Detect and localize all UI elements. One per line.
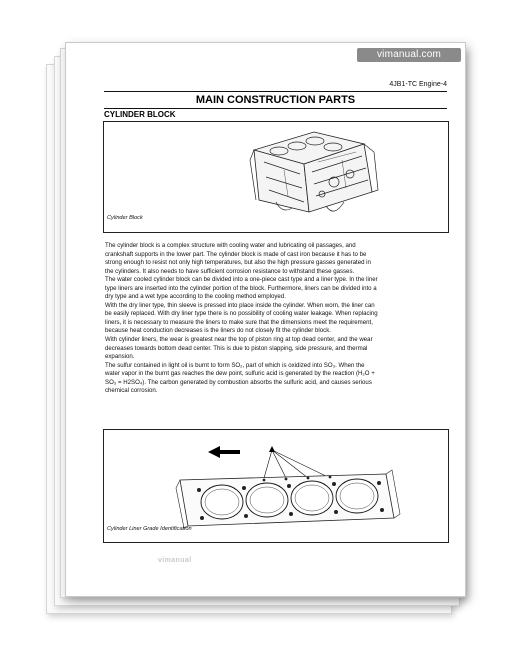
body-line: decreases towards bottom dead center. This is due to piston slapping, side pressure, and thermal xyxy=(105,344,368,352)
body-line: The water cooled cylinder block can be divided into a one-piece cast type and a liner type. In the liner xyxy=(105,276,378,284)
figure-caption-liner: Cylinder Liner Grade Identification xyxy=(107,526,192,532)
engine-block-illustration xyxy=(104,122,448,232)
body-line: expansion. xyxy=(105,353,135,361)
body-line: type liners are inserted into the cylinder portion of the block. Furthermore, liners can be divided into a xyxy=(105,284,377,292)
arrow-left-icon xyxy=(208,446,240,458)
figure-caption-block: Cylinder Block xyxy=(107,215,143,221)
body-line: water vapor in the burnt gas reaches the dew point, sulfuric acid is generated by the reaction (H₂O + xyxy=(105,370,375,378)
body-line: strong enough to resist not only high temperatures, but also the high pressure gasses generated in xyxy=(105,259,371,267)
cylinder-block-figure xyxy=(103,121,449,233)
body-text xyxy=(105,242,447,396)
body-line: SO₃ = H2SO₄). The carbon generated by combustion absorbs the sulfuric acid, and causes serious xyxy=(105,378,372,386)
title-rule-top xyxy=(104,91,447,92)
body-line: be easily replaced. With dry liner type there is no possibility of cooling water leakage. When replacing xyxy=(105,310,378,318)
body-line: dry type and a wet type according to the cooling method employed. xyxy=(105,293,286,301)
watermark-top: vimanual.com xyxy=(357,48,461,62)
body-line: the cylinders. It also needs to have sufficient corrosion resistance to withstand these gasses. xyxy=(105,267,355,275)
body-line: chemical corrosion. xyxy=(105,387,158,395)
body-line: because heat conduction decreases is the liners do not closely fit the cylinder block. xyxy=(105,327,331,335)
body-line: crankshaft supports in the lower part. The cylinder block is made of cast iron because it has to be xyxy=(105,250,367,258)
page-curl xyxy=(450,540,466,597)
body-line: With the dry liner type, thin sleeve is pressed into place inside the cylinder. When worn, the liner can xyxy=(105,301,375,309)
title-rule-bottom xyxy=(104,108,447,109)
body-line: The cylinder block is a complex structure with cooling water and lubricating oil passages, and xyxy=(105,242,356,249)
page-header-ref: 4JB1-TC Engine-4 xyxy=(389,81,447,88)
page-title: MAIN CONSTRUCTION PARTS xyxy=(195,94,356,106)
section-title: CYLINDER BLOCK xyxy=(104,110,176,119)
watermark-bottom: vimanual xyxy=(158,557,192,564)
manual-page xyxy=(65,42,466,597)
body-line: liners, it is necessary to measure the liners to make sure that the dimensions meet the requirement, xyxy=(105,318,373,326)
liner-grade-figure xyxy=(103,429,449,543)
body-line: With cylinder liners, the wear is greatest near the top of piston ring at top dead center, and the wear xyxy=(105,336,373,344)
body-line: The sulfur contained in light oil is burnt to form SO₂, part of which is oxidized into SO₃. When the xyxy=(105,361,365,369)
